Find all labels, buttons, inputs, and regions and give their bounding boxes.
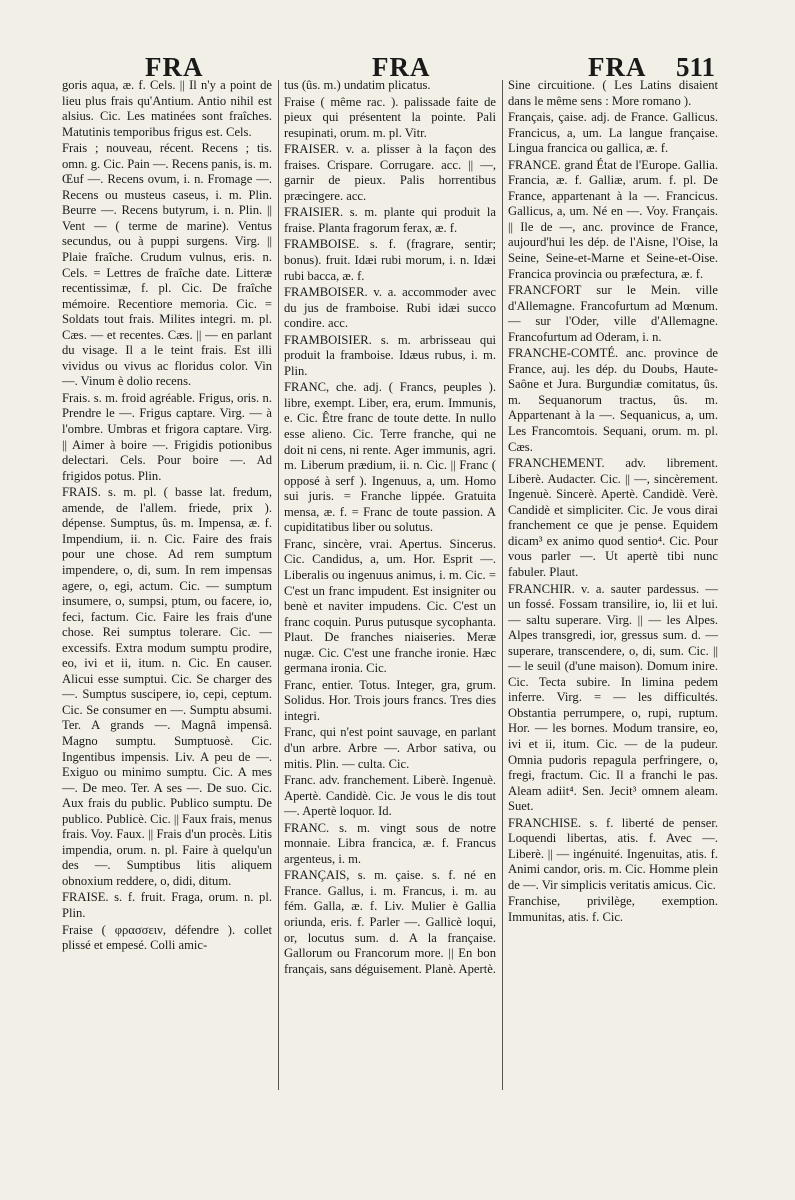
entry: Fraise ( même rac. ). palissade faite de pieux qui présentent la pointe. Pali resupinati, orum. m. pl. Vitr. [284,94,496,140]
entry: Fraise ( φρασσειν, défendre ). collet plissé et empesé. Colli amic- [62,922,272,953]
entry: Franc, sincère, vrai. Apertus. Sincerus. Cic. Candidus, a, um. Hor. Esprit —. Liberalis ou ingenuus animus, i. m. Cic. = C'est un franc impudent. Est insigniter ou benè et naviter impudens. Cic. C'est un franc coquin. Purus putusque sycophanta. Plaut. De franches niaiseries. Meræ nugæ. Cic. C'est une franche ironie. Hæc germana ironia. Cic. [284,536,496,676]
entry: Sine circuitione. ( Les Latins disaient dans le même sens : More romano ). [508,78,718,108]
entry: FRANCHIR. v. a. sauter pardessus. — un fossé. Fossam transilire, io, lii et lui. — saltu superare. Virg. || — les Alpes. Alpes transgredi, ior, gressus sum. d. — superare, transcendere, o, di, sum. Cic. || — le seuil (d'une maison). Domum inire. Cic. Tecta subire. In limina pedem inferre. Virg. = — les difficultés. Obstantia perrumpere, o, rupi, ruptum. Hor. — les bornes. Modum transire, eo, ivi et ii, itum. Cic. — de la pudeur. Omnia pudoris repagula perfringere, o, fregi, fractum. Cic. Il a franchi le pas. Aleam adiit⁴. Sen. Jecit³ omnem aleam. Suet. [508,581,718,814]
entry: FRAIS. s. m. pl. ( basse lat. fredum, amende, de l'allem. friede, prix ). dépense. Sumptus, ûs. m. Impensa, æ. f. Impendium, ii. n. Cic. Faire des frais pour une chose. Ad rem sumptum impendere, o, di, sum. In rem impensas agere, o, egi, actum. Cic. — sumptum insumere, o, sumpsi, ptum, ou facere, io, feci, factum. Cic. Faire les frais d'une chose. Rei sumptus tolerare. Cic. — excessifs. Extra modum sumptu prodire, eo, ivi et ii, itum. n. Cic. En causer. Alicui esse sumptui. Cic. Se charger des —. Sumptus suscipere, io, cepi, ceptum. Cic. Se consumer en —. Sumptu absumi. Ter. A grands —. Magnâ impensâ. Magno sumptu. Sumptuosè. Cic. Ingentibus impensis. Liv. A peu de —. Exiguo ou minimo sumptu. Cic. A mes —. De meo. Ter. A ses —. De suo. Cic. Aux frais du public. Publico sumptu. De publico. Publicè. Cic. || Faux frais, menus frais. Voy. Faux. || Frais d'un procès. Litis impendia, orum. n. pl. Faire à quelqu'un des —. Sumptibus litis aliquem obnoxium reddere, o, didi, ditum. [62,485,273,888]
entry: FRANCHEMENT. adv. librement. Liberè. Audacter. Cic. || —, sincèrement. Ingenuè. Sincerè. Apertè. Candidè. Verè. Candidè et simpliciter. Cic. Je vous dirai franchement ce que je pense. Equidem dicam³ ex animo quod sentio⁴. Cic. Pour vous parler —. Ut apertè tibi nunc fabuler. Plaut. [508,456,718,579]
entry: FRANC. s. m. vingt sous de notre monnaie. Libra francica, æ. f. Francus argenteus, i. m. [284,820,496,866]
header-word-right: FRA [588,52,647,82]
column-rule [278,80,279,1090]
dictionary-column-right [508,78,718,927]
entry: FRANCFORT sur le Mein. ville d'Allemagne. Francofurtum ad Mœnum. — sur l'Oder, ville d'Allemagne. Francofurtum ad Oderam, i. n. [508,283,718,344]
dictionary-column-left [62,78,272,955]
entry: Frais ; nouveau, récent. Recens ; tis. omn. g. Cic. Pain —. Recens panis, is. m. Œuf —. Recens ovum, i. n. Fromage —. Recens ou musteus caseus, i. m. Plin. Beurre —. Recens butyrum, i. n. Plin. || Vent — ( terme de marine). Ventus secundus, ou à puppi surgens. Virg. || Plaie fraîche. Crudum vulnus, eris. n. Cels. = Lettres de fraîche date. Litteræ recentissimæ, f. pl. Cic. De fraîche mémoire. Recentiore memoria. Cic. = Soldats tout frais. Milites integri. m. pl. Cæs. — et recentes. Cæs. || — en parlant du visage. Il a le teint frais. Est illi vividus ou vivus ac floridus color. Vin —. Vinum è dolio recens. [62,141,272,389]
entry: Frais. s. m. froid agréable. Frigus, oris. n. Prendre le —. Frigus captare. Virg. — à l'ombre. Umbras et frigora captare. Virg. || Aimer à boire —. Frigidis potionibus delectari. Cels. Pour boire —. Ad frigidos potus. Plin. [62,390,272,483]
entry: FRANCHISE. s. f. liberté de penser. Loquendi libertas, atis. f. Avec —. Liberè. || — ingénuité. Ingenuitas, atis. f. Animi candor, oris. m. Cic. Homme plein de —. Vir simplicis veritatis amicus. Cic. [508,815,718,892]
entry: FRANC, che. adj. ( Francs, peuples ). libre, exempt. Liber, era, erum. Immunis, e. Cic. Être franc de toute dette. In nullo esse alieno. Cic. Terre franche, qui ne doit ni cens, ni rente. Ager immunis, agri. m. Liberum prædium, ii. n. Cic. || Franc ( opposé à serf ). Ingenuus, a, um. Homo sui juris. = Franche lippée. Gratuita mensa, æ. f. = Franc de toute passion. A cupiditatibus liber ou solutus. [284,380,496,535]
header-word-left: FRA [145,52,204,82]
entry: FRANCHE-COMTÉ. anc. province de France, auj. les dép. du Doubs, Haute-Saône et Jura. Burgundiæ comitatus, ûs. m. Sequanorum tractus, ûs. m. Appartenant à la —. Sequanicus, a, um. Les Francomtois. Sequani, orum. m. pl. Cæs. [508,346,718,454]
entry: Franchise, privilège, exemption. Immunitas, atis. f. Cic. [508,894,718,924]
entry: FRAMBOISER. v. a. accommoder avec du jus de framboise. Rubi idæi succo condire. acc. [284,285,496,331]
entry: Français, çaise. adj. de France. Gallicus. Francicus, a, um. La langue française. Lingua francica ou gallica, æ. f. [508,110,718,156]
entry: FRAISE. s. f. fruit. Fraga, orum. n. pl. Plin. [62,890,272,920]
page-number: 511 [676,52,716,82]
entry: FRAMBOISIER. s. m. arbrisseau qui produit la framboise. Idæus rubus, i. m. Plin. [284,332,496,378]
entry: FRAISIER. s. m. plante qui produit la fraise. Planta fragorum ferax, æ. f. [284,205,496,235]
entry: Franc. adv. franchement. Liberè. Ingenuè. Apertè. Candidè. Cic. Je vous le dis tout —. Apertè loquor. Id. [284,773,496,819]
entry: FRAISER. v. a. plisser à la façon des fraises. Crispare. Corrugare. acc. || —, garnir de pieux. Palis horrentibus præcingere. acc. [284,142,496,203]
entry: Franc, qui n'est point sauvage, en parlant d'un arbre. Arbre —. Arbor sativa, ou mitis. Plin. — culta. Cic. [284,725,496,771]
entry: tus (ûs. m.) undatim plicatus. [284,78,431,92]
dictionary-column-middle [284,78,496,978]
entry: FRAMBOISE. s. f. (fragrare, sentir; bonus). fruit. Idæi rubi morum, i. n. Idæi rubi bacca, æ. f. [284,237,496,283]
entry: FRANÇAIS, s. m. çaise. s. f. né en France. Gallus, i. m. Francus, i. m. au fém. Galla, æ. f. Liv. Mulier è Gallia oriunda, eris. f. Parler —. Gallicè loqui, or, locutus sum. d. A la française. Gallorum ou Francorum more. || En bon français, sans déguisement. Planè. Apertè. [284,868,496,976]
entry: Franc, entier. Totus. Integer, gra, grum. Solidus. Hor. Trois jours francs. Tres dies integri. [284,677,496,723]
column-rule [502,80,503,1090]
entry: goris aqua, æ. f. Cels. || Il n'y a point de lieu plus frais qu'Antium. Antio nihil est alsius. Cic. Les matinées sont fraîches. Matutinis temporibus frigus est. Cels. [62,78,272,139]
header-word-middle: FRA [372,52,431,82]
entry: FRANCE. grand État de l'Europe. Gallia. Francia, æ. f. Galliæ, arum. f. pl. De France, appartenant à la —. Francicus. Gallicus, a, um. Né en —. Voy. Français. || Ile de —, anc. province de France, aujourd'hui les dép. de l'Aisne, l'Oise, la Seine, Seine-et-Marne et Seine-et-Oise. Francica provincia ou præfectura, æ. f. [508,157,718,281]
